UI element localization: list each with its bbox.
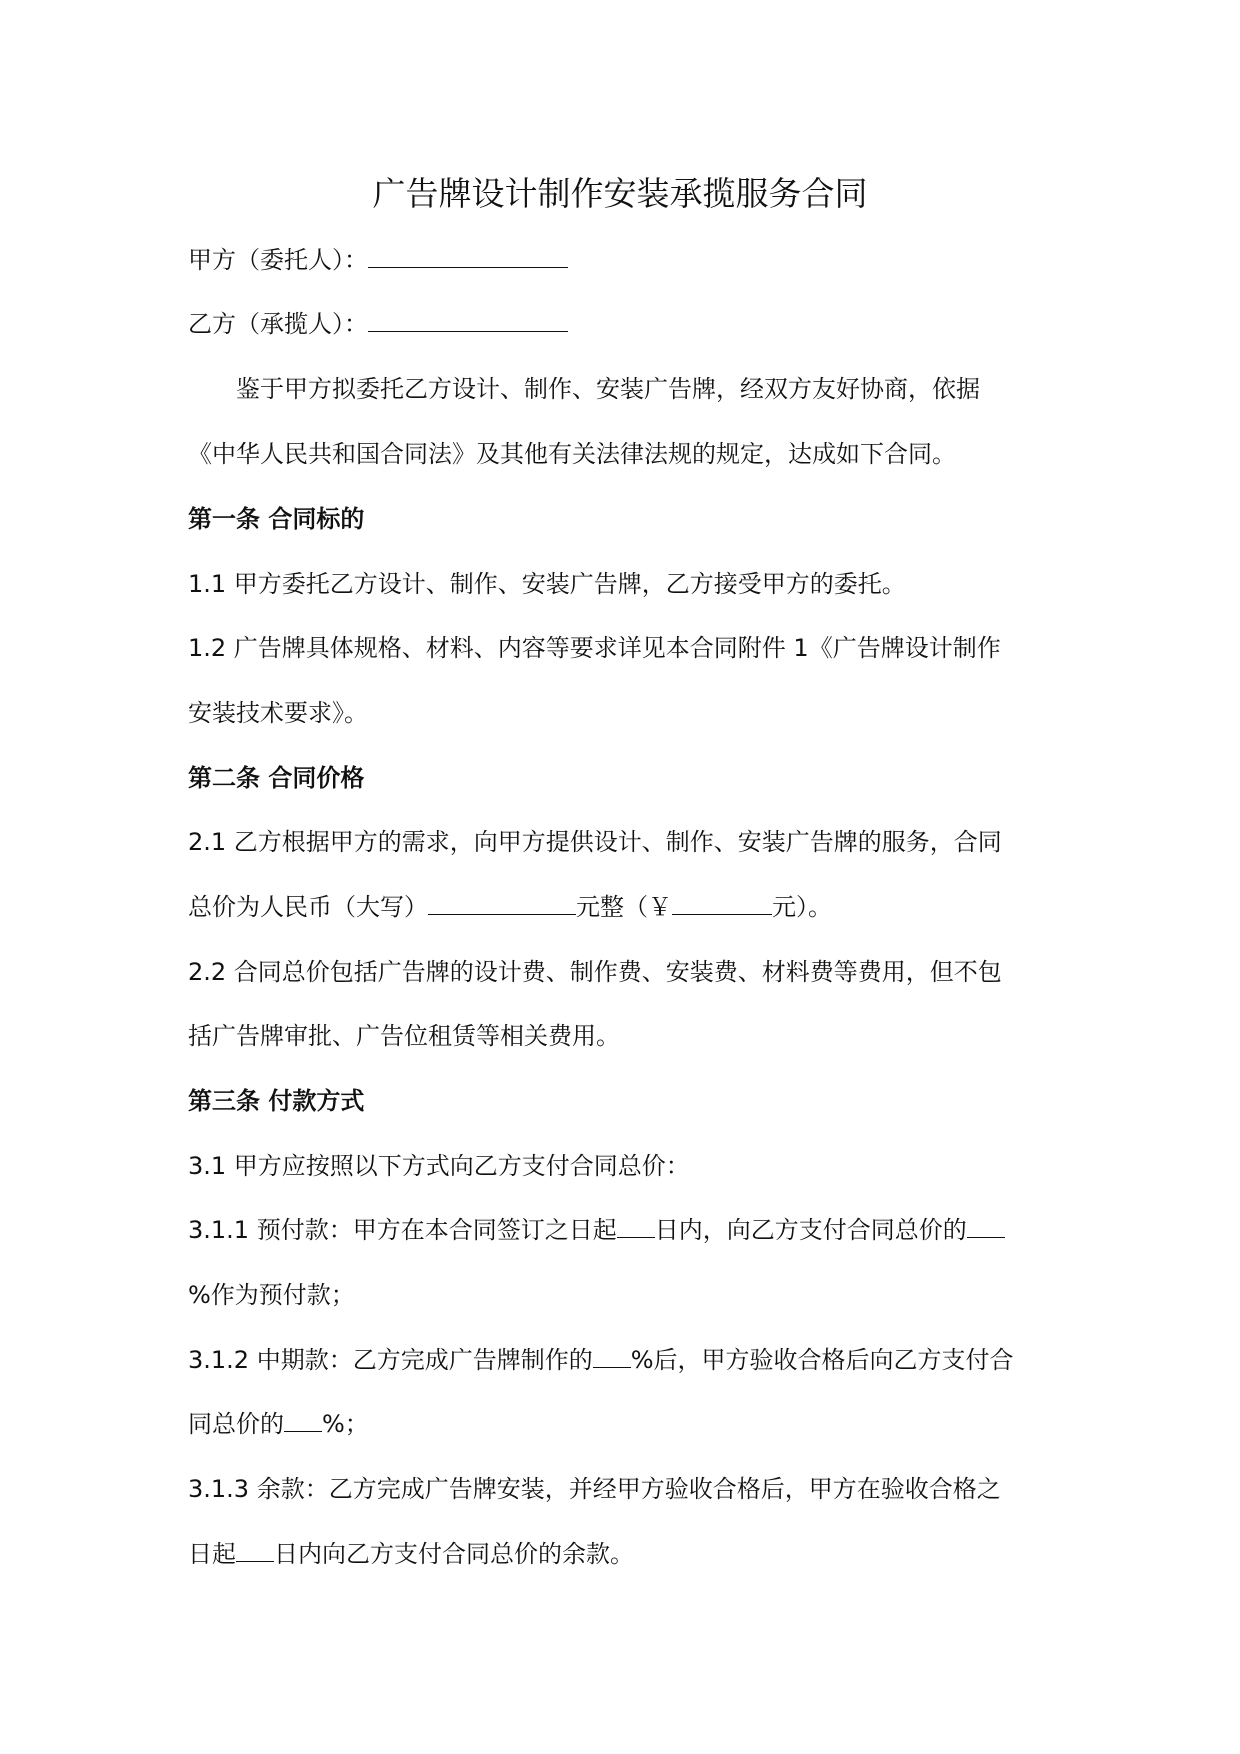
intro-line-1: 鉴于甲方拟委托乙方设计、制作、安装广告牌，经双方友好协商，依据 bbox=[236, 375, 980, 403]
clause-3-1: 3.1 甲方应按照以下方式向乙方支付合同总价： bbox=[188, 1152, 690, 1180]
clause-3-1-2-text-a: 3.1.2 中期款：乙方完成广告牌制作的 bbox=[188, 1346, 593, 1374]
clause-3-1-3-text-a: 日起 bbox=[188, 1540, 236, 1568]
clause-3-1-2-line-2 bbox=[188, 1408, 369, 1440]
party-b-label: 乙方（承揽人）： bbox=[188, 310, 368, 338]
clause-3-1-1-text-b: 日内，向乙方支付合同总价的 bbox=[654, 1216, 967, 1244]
amount-words-blank bbox=[428, 892, 576, 915]
amount-figure-blank bbox=[672, 892, 772, 915]
clause-2-2-line-2: 括广告牌审批、广告位租赁等相关费用。 bbox=[188, 1022, 620, 1050]
party-a-label: 甲方（委托人）： bbox=[188, 246, 368, 274]
clause-3-1-2-line-1 bbox=[188, 1344, 1014, 1376]
document-title: 广告牌设计制作安装承揽服务合同 bbox=[372, 174, 868, 213]
clause-2-1-line-1: 2.1 乙方根据甲方的需求，向甲方提供设计、制作、安装广告牌的服务，合同 bbox=[188, 828, 1002, 856]
party-a-line bbox=[188, 244, 568, 276]
clause-3-1-2-text-d: %； bbox=[322, 1410, 369, 1438]
clause-1-1: 1.1 甲方委托乙方设计、制作、安装广告牌，乙方接受甲方的委托。 bbox=[188, 570, 906, 598]
clause-1-2-line-2: 安装技术要求》。 bbox=[188, 699, 368, 727]
intro-line-2: 《中华人民共和国合同法》及其他有关法律法规的规定，达成如下合同。 bbox=[188, 440, 956, 468]
clause-3-1-1-line-2: %作为预付款； bbox=[188, 1281, 355, 1309]
clause-3-1-1-line-1 bbox=[188, 1214, 1005, 1246]
balance-days-blank bbox=[236, 1539, 274, 1562]
article-2-heading: 第二条 合同价格 bbox=[188, 764, 365, 792]
clause-1-2-line-1: 1.2 广告牌具体规格、材料、内容等要求详见本合同附件 1《广告牌设计制作 bbox=[188, 634, 1001, 662]
article-1-heading: 第一条 合同标的 bbox=[188, 505, 365, 533]
clause-3-1-2-text-b: %后，甲方验收合格后向乙方支付合 bbox=[630, 1346, 1014, 1374]
clause-2-1-text-a: 总价为人民币（大写） bbox=[188, 893, 428, 921]
clause-3-1-2-text-c: 同总价的 bbox=[188, 1410, 284, 1438]
party-a-blank bbox=[368, 245, 568, 268]
article-3-heading: 第三条 付款方式 bbox=[188, 1087, 365, 1115]
clause-2-1-text-b: 元整（￥ bbox=[576, 893, 672, 921]
party-b-blank bbox=[368, 309, 568, 332]
midterm-progress-blank bbox=[593, 1345, 631, 1368]
midterm-percent-blank bbox=[284, 1409, 322, 1432]
party-b-line bbox=[188, 308, 568, 340]
clause-2-2-line-1: 2.2 合同总价包括广告牌的设计费、制作费、安装费、材料费等费用，但不包 bbox=[188, 958, 1002, 986]
clause-3-1-3-line-2 bbox=[188, 1538, 634, 1570]
clause-2-1-text-c: 元）。 bbox=[772, 893, 832, 921]
clause-3-1-3-text-b: 日内向乙方支付合同总价的余款。 bbox=[274, 1540, 634, 1568]
prepay-percent-blank bbox=[967, 1215, 1005, 1238]
clause-3-1-3-line-1: 3.1.3 余款：乙方完成广告牌安装，并经甲方验收合格后，甲方在验收合格之 bbox=[188, 1475, 1001, 1503]
clause-3-1-1-text-a: 3.1.1 预付款：甲方在本合同签订之日起 bbox=[188, 1216, 617, 1244]
clause-2-1-line-2 bbox=[188, 891, 832, 923]
prepay-days-blank bbox=[617, 1215, 655, 1238]
